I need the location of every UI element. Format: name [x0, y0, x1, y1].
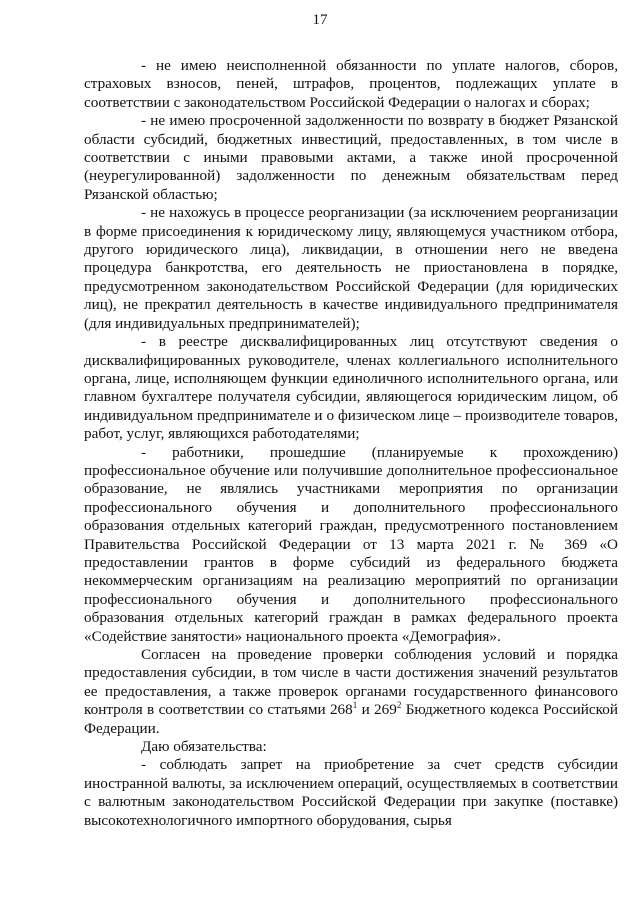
paragraph-consent-inspection: [84, 646, 618, 738]
paragraph-tax-obligations: - не имею неисполненной обязанности по уплате налогов, сборов, страховых взносов, пеней, штрафов, процентов, подлежащих уплате в соответствии с законодательством Российской Федерации о налогах и сборах;: [84, 57, 618, 111]
paragraph-reorganization: - не нахожусь в процессе реорганизации (за исключением реорганизации в форме присоединения к юридическому лицу, являющемуся участником отбора, другого юридического лица), ликвидации, в отношении него не введена процедура банкротства, его деятельность не приостановлена в порядке, предусмотренном законодательством Российской Федерации (для юридических лиц), не прекратил деятельность в качестве индивидуального предпринимателя (для индивидуальных предпринимателей);: [84, 204, 618, 332]
footnote-marker-2: 2: [396, 700, 402, 711]
footnote-marker-1: 1: [352, 700, 358, 711]
consent-text-end: Бюджетного кодекса Российской Федерации.: [84, 701, 618, 737]
consent-text: Согласен на проведение проверки соблюдения условий и порядка предоставления субсидии, в том числе в части достижения значений результатов ее предоставления, а также проверок органами государственного финансового контроля в соответствии со статьями 268: [84, 646, 618, 719]
paragraph-obligations-heading: Даю обязательства:: [141, 738, 267, 756]
consent-text-mid: и 269: [357, 701, 397, 719]
document-body: [84, 57, 618, 830]
page-number: 17: [312, 12, 328, 28]
paragraph-overdue-debt: - не имею просроченной задолженности по возврату в бюджет Рязанской области субсидий, бюджетных инвестиций, предоставленных, в том числе в соответствии с иными правовыми актами, а также иной просроченной (неурегулированной) задолженности по денежным обязательствам перед Рязанской областью;: [84, 112, 618, 203]
paragraph-employees-training: - работники, прошедшие (планируемые к прохождению) профессиональное обучение или получившие дополнительное профессиональное образование, не являлись участниками мероприятия по организации профессионального обучения и дополнительного профессионального образования отдельных категорий граждан, предусмотренного постановлением Правительства Российской Федерации от 13 марта 2021 г. № 369 «О предоставлении грантов в форме субсидий из федерального бюджета некоммерческим организациям на реализацию мероприятий по организации профессионального обучения и дополнительного профессионального образования отдельных категорий граждан в рамках федерального проекта «Содействие занятости» национального проекта «Демография».: [84, 443, 618, 645]
paragraph-disqualified-registry: - в реестре дисквалифицированных лиц отсутствуют сведения о дисквалифицированных руководителе, членах коллегиального исполнительного органа, лице, исполняющем функции единоличного исполнительного органа, или главном бухгалтере получателя субсидии, являющегося юридическим лицом, об индивидуальном предпринимателе и о физическом лице – производителе товаров, работ, услуг, являющихся работодателями;: [84, 333, 618, 443]
paragraph-currency-ban: - соблюдать запрет на приобретение за счет средств субсидии иностранной валюты, за исключением операций, осуществляемых в соответствии с валютным законодательством Российской Федерации при закупке (поставке) высокотехнологичного импортного оборудования, сырья: [84, 756, 618, 829]
